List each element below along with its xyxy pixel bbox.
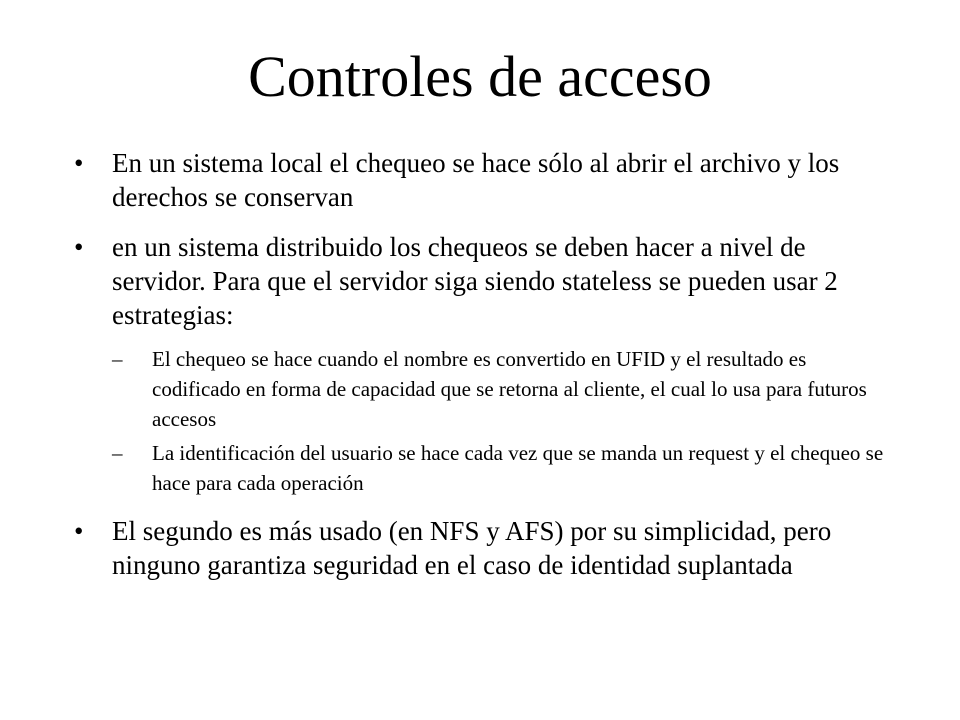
bullet-text: en un sistema distribuido los chequeos se deben hacer a nivel de servidor. Para que el servidor siga siendo stateless se pueden usar 2 estrategias: — [112, 232, 838, 330]
slide-title: Controles de acceso — [248, 44, 712, 109]
bullet-item — [70, 230, 900, 498]
subbullet-item — [112, 344, 900, 434]
bullet-text: El segundo es más usado (en NFS y AFS) por su simplicidad, pero ninguno garantiza seguridad en el caso de identidad suplantada — [112, 516, 832, 580]
bullet-item — [70, 514, 900, 582]
bullet-marker: • — [74, 148, 84, 178]
bullet-text: En un sistema local el chequeo se hace sólo al abrir el archivo y los derechos se conservan — [112, 148, 840, 212]
subbullet-marker: – — [112, 441, 123, 465]
bullet-marker: • — [74, 232, 84, 262]
bullet-list — [70, 146, 900, 598]
subbullet-text: La identificación del usuario se hace cada vez que se manda un request y el chequeo se hace para cada operación — [152, 441, 884, 495]
subbullet-list — [112, 344, 900, 498]
bullet-marker: • — [74, 516, 84, 546]
subbullet-text: El chequeo se hace cuando el nombre es convertido en UFID y el resultado es codificado en forma de capacidad que se retorna al cliente, el cual lo usa para futuros accesos — [152, 347, 867, 431]
subbullet-item — [112, 438, 900, 498]
bullet-item — [70, 146, 900, 214]
subbullet-marker: – — [112, 347, 123, 371]
